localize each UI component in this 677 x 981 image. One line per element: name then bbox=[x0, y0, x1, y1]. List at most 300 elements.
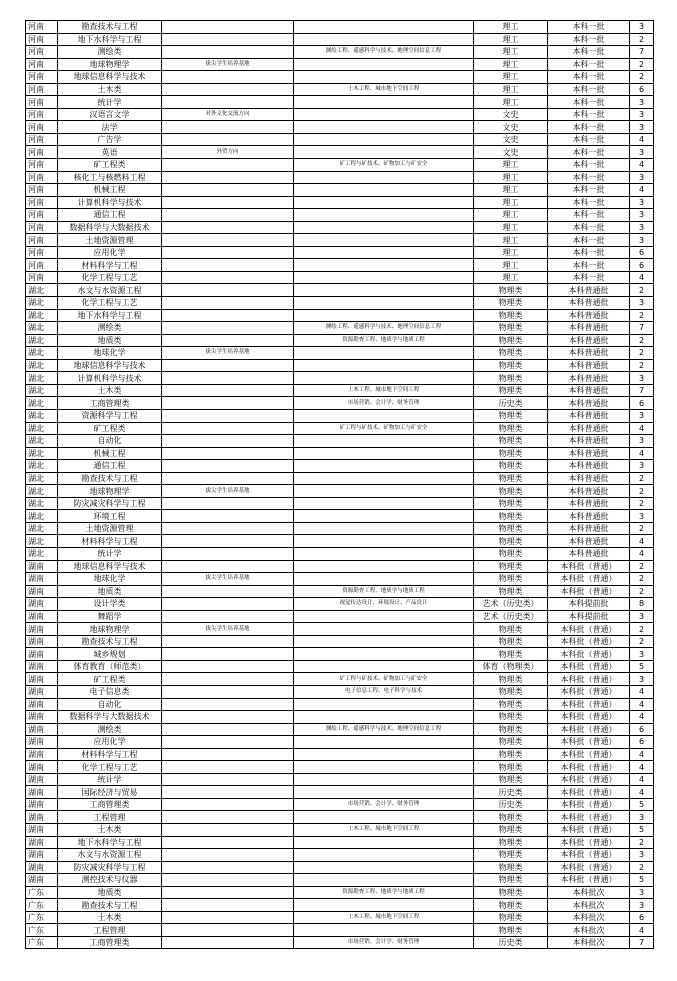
province-cell: 湖南 bbox=[26, 685, 58, 698]
years-cell: 3 bbox=[630, 171, 654, 184]
includes-cell: 市场营销、会计学、财务管理 bbox=[294, 397, 474, 410]
province-cell: 广东 bbox=[26, 936, 58, 949]
batch-cell: 本科批次 bbox=[548, 899, 630, 912]
includes-cell bbox=[294, 786, 474, 799]
category-cell: 物理类 bbox=[474, 422, 548, 435]
table-row bbox=[26, 246, 654, 259]
category-cell: 体育（物理类） bbox=[474, 660, 548, 673]
table-row bbox=[26, 874, 654, 887]
table-row bbox=[26, 460, 654, 473]
major-cell: 地下水科学与工程 bbox=[58, 33, 162, 46]
direction-cell bbox=[162, 297, 294, 310]
includes-cell bbox=[294, 347, 474, 360]
major-cell: 统计学 bbox=[58, 96, 162, 109]
includes-cell bbox=[294, 623, 474, 636]
batch-cell: 本科批（普通） bbox=[548, 660, 630, 673]
years-cell: 5 bbox=[630, 824, 654, 837]
province-cell: 湖南 bbox=[26, 648, 58, 661]
direction-cell bbox=[162, 397, 294, 410]
direction-cell bbox=[162, 899, 294, 912]
category-cell: 历史类 bbox=[474, 786, 548, 799]
category-cell: 理工 bbox=[474, 221, 548, 234]
years-cell: 3 bbox=[630, 21, 654, 34]
province-cell: 湖北 bbox=[26, 384, 58, 397]
category-cell: 物理类 bbox=[474, 460, 548, 473]
includes-cell bbox=[294, 660, 474, 673]
category-cell: 物理类 bbox=[474, 886, 548, 899]
table-row bbox=[26, 397, 654, 410]
years-cell: 2 bbox=[630, 560, 654, 573]
table-row bbox=[26, 773, 654, 786]
major-cell: 材料科学与工程 bbox=[58, 748, 162, 761]
years-cell: 4 bbox=[630, 786, 654, 799]
years-cell: 3 bbox=[630, 409, 654, 422]
major-cell: 自动化 bbox=[58, 435, 162, 448]
province-cell: 湖南 bbox=[26, 623, 58, 636]
major-cell: 地球物理学 bbox=[58, 623, 162, 636]
province-cell: 河南 bbox=[26, 171, 58, 184]
table-row bbox=[26, 924, 654, 937]
batch-cell: 本科普通批 bbox=[548, 409, 630, 422]
batch-cell: 本科批（普通） bbox=[548, 811, 630, 824]
batch-cell: 本科批（普通） bbox=[548, 573, 630, 586]
table-row bbox=[26, 899, 654, 912]
years-cell: 3 bbox=[630, 297, 654, 310]
batch-cell: 本科批（普通） bbox=[548, 798, 630, 811]
includes-cell bbox=[294, 146, 474, 159]
includes-cell: 土木工程、城市地下空间工程 bbox=[294, 911, 474, 924]
category-cell: 艺术（历史类） bbox=[474, 598, 548, 611]
direction-cell bbox=[162, 435, 294, 448]
batch-cell: 本科普通批 bbox=[548, 422, 630, 435]
category-cell: 艺术（历史类） bbox=[474, 610, 548, 623]
table-row bbox=[26, 96, 654, 109]
batch-cell: 本科批（普通） bbox=[548, 560, 630, 573]
province-cell: 湖南 bbox=[26, 698, 58, 711]
province-cell: 湖北 bbox=[26, 322, 58, 335]
batch-cell: 本科批（普通） bbox=[548, 773, 630, 786]
province-cell: 河南 bbox=[26, 96, 58, 109]
batch-cell: 本科批（普通） bbox=[548, 648, 630, 661]
direction-cell bbox=[162, 798, 294, 811]
province-cell: 湖北 bbox=[26, 497, 58, 510]
province-cell: 广东 bbox=[26, 886, 58, 899]
major-cell: 地球信息科学与技术 bbox=[58, 71, 162, 84]
includes-cell bbox=[294, 560, 474, 573]
table-row bbox=[26, 33, 654, 46]
major-cell: 化学工程与工艺 bbox=[58, 271, 162, 284]
direction-cell bbox=[162, 849, 294, 862]
batch-cell: 本科普通批 bbox=[548, 297, 630, 310]
direction-cell bbox=[162, 535, 294, 548]
direction-cell bbox=[162, 159, 294, 172]
years-cell: 2 bbox=[630, 472, 654, 485]
table-row bbox=[26, 936, 654, 949]
years-cell: 4 bbox=[630, 924, 654, 937]
province-cell: 湖南 bbox=[26, 723, 58, 736]
category-cell: 物理类 bbox=[474, 635, 548, 648]
years-cell: 4 bbox=[630, 271, 654, 284]
table-row bbox=[26, 635, 654, 648]
major-cell: 土木类 bbox=[58, 384, 162, 397]
direction-cell bbox=[162, 773, 294, 786]
years-cell: 2 bbox=[630, 861, 654, 874]
category-cell: 物理类 bbox=[474, 748, 548, 761]
includes-cell bbox=[294, 836, 474, 849]
table-row bbox=[26, 798, 654, 811]
category-cell: 物理类 bbox=[474, 623, 548, 636]
major-cell: 地质类 bbox=[58, 334, 162, 347]
table-row bbox=[26, 573, 654, 586]
years-cell: 2 bbox=[630, 497, 654, 510]
batch-cell: 本科普通批 bbox=[548, 460, 630, 473]
years-cell: 3 bbox=[630, 648, 654, 661]
direction-cell bbox=[162, 836, 294, 849]
major-cell: 矿工程类 bbox=[58, 422, 162, 435]
direction-cell: 对外文化交流方向 bbox=[162, 108, 294, 121]
years-cell: 3 bbox=[630, 121, 654, 134]
direction-cell bbox=[162, 786, 294, 799]
direction-cell: 外贸方向 bbox=[162, 146, 294, 159]
category-cell: 物理类 bbox=[474, 811, 548, 824]
table-row bbox=[26, 159, 654, 172]
includes-cell: 电子信息工程、电子科学与技术 bbox=[294, 685, 474, 698]
major-cell: 数据科学与大数据技术 bbox=[58, 221, 162, 234]
major-cell: 测绘类 bbox=[58, 46, 162, 59]
table-row bbox=[26, 21, 654, 34]
years-cell: 6 bbox=[630, 397, 654, 410]
table-row bbox=[26, 623, 654, 636]
years-cell: 6 bbox=[630, 736, 654, 749]
batch-cell: 本科普通批 bbox=[548, 447, 630, 460]
major-cell: 统计学 bbox=[58, 773, 162, 786]
table-row bbox=[26, 849, 654, 862]
direction-cell bbox=[162, 748, 294, 761]
major-cell: 机械工程 bbox=[58, 447, 162, 460]
years-cell: 6 bbox=[630, 723, 654, 736]
province-cell: 广东 bbox=[26, 911, 58, 924]
category-cell: 理工 bbox=[474, 83, 548, 96]
includes-cell bbox=[294, 196, 474, 209]
direction-cell bbox=[162, 334, 294, 347]
includes-cell bbox=[294, 184, 474, 197]
major-cell: 化学工程与工艺 bbox=[58, 297, 162, 310]
batch-cell: 本科普通批 bbox=[548, 359, 630, 372]
province-cell: 湖南 bbox=[26, 761, 58, 774]
direction-cell bbox=[162, 560, 294, 573]
province-cell: 湖南 bbox=[26, 773, 58, 786]
province-cell: 湖南 bbox=[26, 610, 58, 623]
direction-cell bbox=[162, 685, 294, 698]
direction-cell bbox=[162, 133, 294, 146]
years-cell: 4 bbox=[630, 133, 654, 146]
years-cell: 6 bbox=[630, 911, 654, 924]
major-cell: 数据科学与大数据技术 bbox=[58, 711, 162, 724]
table-row bbox=[26, 698, 654, 711]
major-cell: 环境工程 bbox=[58, 510, 162, 523]
table-row bbox=[26, 347, 654, 360]
province-cell: 湖南 bbox=[26, 824, 58, 837]
includes-cell: 资源勘查工程、地质学与地质工程 bbox=[294, 334, 474, 347]
major-cell: 勘查技术与工程 bbox=[58, 472, 162, 485]
province-cell: 河南 bbox=[26, 83, 58, 96]
batch-cell: 本科普通批 bbox=[548, 535, 630, 548]
includes-cell: 土木工程、城市地下空间工程 bbox=[294, 824, 474, 837]
table-row bbox=[26, 146, 654, 159]
province-cell: 河南 bbox=[26, 196, 58, 209]
years-cell: 4 bbox=[630, 159, 654, 172]
direction-cell bbox=[162, 497, 294, 510]
direction-cell bbox=[162, 21, 294, 34]
province-cell: 湖南 bbox=[26, 786, 58, 799]
batch-cell: 本科普通批 bbox=[548, 547, 630, 560]
major-cell: 应用化学 bbox=[58, 246, 162, 259]
batch-cell: 本科一批 bbox=[548, 33, 630, 46]
table-row bbox=[26, 209, 654, 222]
includes-cell bbox=[294, 874, 474, 887]
category-cell: 物理类 bbox=[474, 535, 548, 548]
years-cell: 3 bbox=[630, 435, 654, 448]
direction-cell bbox=[162, 460, 294, 473]
category-cell: 物理类 bbox=[474, 736, 548, 749]
table-row bbox=[26, 46, 654, 59]
direction-cell bbox=[162, 861, 294, 874]
includes-cell bbox=[294, 171, 474, 184]
major-cell: 土地资源管理 bbox=[58, 234, 162, 247]
includes-cell bbox=[294, 234, 474, 247]
major-cell: 材料科学与工程 bbox=[58, 259, 162, 272]
direction-cell bbox=[162, 384, 294, 397]
category-cell: 物理类 bbox=[474, 409, 548, 422]
years-cell: 3 bbox=[630, 234, 654, 247]
direction-cell bbox=[162, 221, 294, 234]
major-cell: 工商管理类 bbox=[58, 936, 162, 949]
major-cell: 统计学 bbox=[58, 547, 162, 560]
includes-cell bbox=[294, 284, 474, 297]
includes-cell bbox=[294, 447, 474, 460]
batch-cell: 本科一批 bbox=[548, 146, 630, 159]
years-cell: 3 bbox=[630, 610, 654, 623]
includes-cell: 矿工程与矿技术、矿物加工与矿安全 bbox=[294, 159, 474, 172]
major-cell: 广告学 bbox=[58, 133, 162, 146]
includes-cell bbox=[294, 773, 474, 786]
table-row bbox=[26, 723, 654, 736]
major-cell: 化学工程与工艺 bbox=[58, 761, 162, 774]
major-cell: 水文与水资源工程 bbox=[58, 284, 162, 297]
direction-cell bbox=[162, 761, 294, 774]
major-cell: 土木类 bbox=[58, 911, 162, 924]
batch-cell: 本科一批 bbox=[548, 246, 630, 259]
table-row bbox=[26, 58, 654, 71]
years-cell: 4 bbox=[630, 698, 654, 711]
batch-cell: 本科一批 bbox=[548, 71, 630, 84]
batch-cell: 本科批（普通） bbox=[548, 836, 630, 849]
direction-cell bbox=[162, 171, 294, 184]
table-row bbox=[26, 811, 654, 824]
includes-cell bbox=[294, 485, 474, 498]
category-cell: 物理类 bbox=[474, 924, 548, 937]
province-cell: 河南 bbox=[26, 58, 58, 71]
direction-cell bbox=[162, 322, 294, 335]
direction-cell: 拔尖学生培养基地 bbox=[162, 623, 294, 636]
direction-cell bbox=[162, 246, 294, 259]
table-row bbox=[26, 748, 654, 761]
major-cell: 电子信息类 bbox=[58, 685, 162, 698]
province-cell: 河南 bbox=[26, 234, 58, 247]
major-cell: 核化工与核燃料工程 bbox=[58, 171, 162, 184]
years-cell: 4 bbox=[630, 535, 654, 548]
major-cell: 工商管理类 bbox=[58, 798, 162, 811]
includes-cell bbox=[294, 472, 474, 485]
major-cell: 通信工程 bbox=[58, 460, 162, 473]
province-cell: 湖南 bbox=[26, 836, 58, 849]
batch-cell: 本科普通批 bbox=[548, 485, 630, 498]
table-row bbox=[26, 384, 654, 397]
years-cell: 3 bbox=[630, 196, 654, 209]
includes-cell bbox=[294, 522, 474, 535]
batch-cell: 本科一批 bbox=[548, 196, 630, 209]
category-cell: 物理类 bbox=[474, 435, 548, 448]
category-cell: 文史 bbox=[474, 146, 548, 159]
province-cell: 湖北 bbox=[26, 510, 58, 523]
years-cell: 4 bbox=[630, 748, 654, 761]
major-cell: 城乡规划 bbox=[58, 648, 162, 661]
major-cell: 汉语言文学 bbox=[58, 108, 162, 121]
direction-cell bbox=[162, 259, 294, 272]
batch-cell: 本科批次 bbox=[548, 911, 630, 924]
major-cell: 勘查技术与工程 bbox=[58, 899, 162, 912]
table-row bbox=[26, 535, 654, 548]
province-cell: 湖北 bbox=[26, 347, 58, 360]
province-cell: 湖北 bbox=[26, 297, 58, 310]
years-cell: 3 bbox=[630, 96, 654, 109]
table-row bbox=[26, 761, 654, 774]
direction-cell bbox=[162, 824, 294, 837]
category-cell: 理工 bbox=[474, 196, 548, 209]
table-row bbox=[26, 271, 654, 284]
batch-cell: 本科批（普通） bbox=[548, 711, 630, 724]
direction-cell bbox=[162, 886, 294, 899]
includes-cell: 测绘工程、遥感科学与技术、地理空间信息工程 bbox=[294, 46, 474, 59]
years-cell: 7 bbox=[630, 322, 654, 335]
direction-cell bbox=[162, 698, 294, 711]
major-cell: 土地资源管理 bbox=[58, 522, 162, 535]
includes-cell bbox=[294, 698, 474, 711]
major-cell: 地球物理学 bbox=[58, 485, 162, 498]
direction-cell bbox=[162, 46, 294, 59]
direction-cell bbox=[162, 447, 294, 460]
direction-cell bbox=[162, 874, 294, 887]
category-cell: 物理类 bbox=[474, 522, 548, 535]
batch-cell: 本科批（普通） bbox=[548, 585, 630, 598]
table-row bbox=[26, 221, 654, 234]
major-cell: 地球化学 bbox=[58, 573, 162, 586]
major-cell: 英语 bbox=[58, 146, 162, 159]
category-cell: 物理类 bbox=[474, 685, 548, 698]
major-cell: 矿工程类 bbox=[58, 673, 162, 686]
includes-cell bbox=[294, 372, 474, 385]
major-cell: 水文与水资源工程 bbox=[58, 849, 162, 862]
years-cell: 5 bbox=[630, 798, 654, 811]
years-cell: 2 bbox=[630, 309, 654, 322]
major-cell: 测绘类 bbox=[58, 322, 162, 335]
table-row bbox=[26, 485, 654, 498]
direction-cell bbox=[162, 510, 294, 523]
direction-cell: 拔尖学生培养基地 bbox=[162, 347, 294, 360]
category-cell: 物理类 bbox=[474, 761, 548, 774]
province-cell: 湖北 bbox=[26, 359, 58, 372]
years-cell: 3 bbox=[630, 460, 654, 473]
batch-cell: 本科普通批 bbox=[548, 284, 630, 297]
category-cell: 物理类 bbox=[474, 585, 548, 598]
table-row bbox=[26, 121, 654, 134]
major-cell: 矿工程类 bbox=[58, 159, 162, 172]
category-cell: 物理类 bbox=[474, 673, 548, 686]
category-cell: 物理类 bbox=[474, 773, 548, 786]
years-cell: 2 bbox=[630, 585, 654, 598]
major-cell: 勘查技术与工程 bbox=[58, 635, 162, 648]
category-cell: 理工 bbox=[474, 184, 548, 197]
category-cell: 物理类 bbox=[474, 447, 548, 460]
category-cell: 物理类 bbox=[474, 347, 548, 360]
table-row bbox=[26, 673, 654, 686]
batch-cell: 本科一批 bbox=[548, 58, 630, 71]
years-cell: 4 bbox=[630, 711, 654, 724]
includes-cell bbox=[294, 21, 474, 34]
province-cell: 湖南 bbox=[26, 660, 58, 673]
category-cell: 物理类 bbox=[474, 334, 548, 347]
direction-cell bbox=[162, 711, 294, 724]
table-row bbox=[26, 108, 654, 121]
category-cell: 物理类 bbox=[474, 911, 548, 924]
table-row bbox=[26, 547, 654, 560]
province-cell: 湖南 bbox=[26, 635, 58, 648]
table-row bbox=[26, 585, 654, 598]
table-row bbox=[26, 685, 654, 698]
years-cell: 2 bbox=[630, 623, 654, 636]
batch-cell: 本科普通批 bbox=[548, 309, 630, 322]
major-cell: 应用化学 bbox=[58, 736, 162, 749]
batch-cell: 本科一批 bbox=[548, 96, 630, 109]
includes-cell: 视觉传达设计、环境设计、产品设计 bbox=[294, 598, 474, 611]
includes-cell bbox=[294, 761, 474, 774]
direction-cell: 拔尖学生培养基地 bbox=[162, 485, 294, 498]
years-cell: 2 bbox=[630, 359, 654, 372]
direction-cell bbox=[162, 673, 294, 686]
major-cell: 测控技术与仪器 bbox=[58, 874, 162, 887]
category-cell: 物理类 bbox=[474, 899, 548, 912]
direction-cell bbox=[162, 33, 294, 46]
batch-cell: 本科普通批 bbox=[548, 334, 630, 347]
direction-cell bbox=[162, 422, 294, 435]
province-cell: 河南 bbox=[26, 159, 58, 172]
batch-cell: 本科一批 bbox=[548, 209, 630, 222]
direction-cell bbox=[162, 598, 294, 611]
direction-cell bbox=[162, 811, 294, 824]
province-cell: 河南 bbox=[26, 221, 58, 234]
major-cell: 工程管理 bbox=[58, 811, 162, 824]
includes-cell bbox=[294, 736, 474, 749]
category-cell: 物理类 bbox=[474, 723, 548, 736]
batch-cell: 本科普通批 bbox=[548, 347, 630, 360]
category-cell: 物理类 bbox=[474, 698, 548, 711]
years-cell: 3 bbox=[630, 886, 654, 899]
batch-cell: 本科批次 bbox=[548, 936, 630, 949]
province-cell: 湖北 bbox=[26, 409, 58, 422]
table-row bbox=[26, 71, 654, 84]
table-row bbox=[26, 711, 654, 724]
province-cell: 湖南 bbox=[26, 560, 58, 573]
